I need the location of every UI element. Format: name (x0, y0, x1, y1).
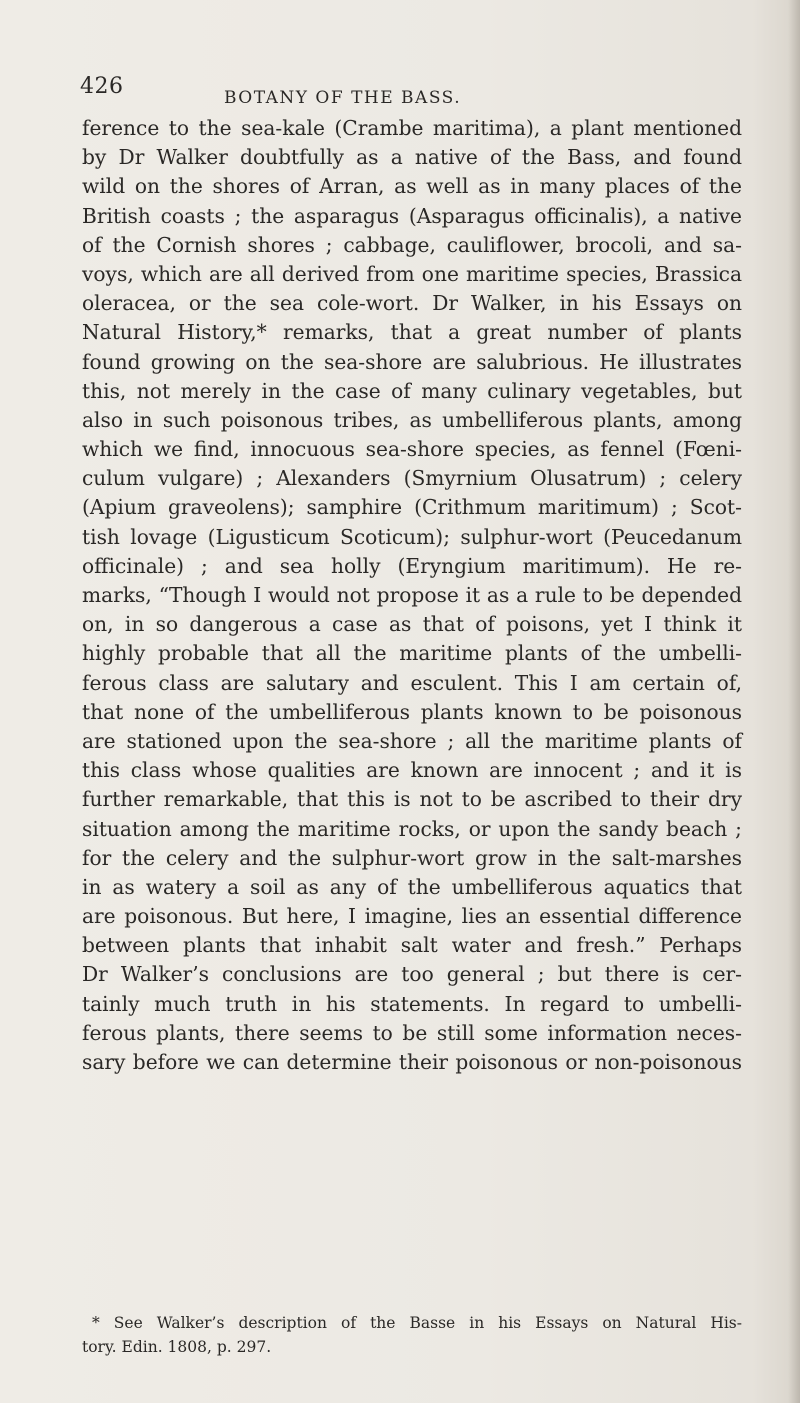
text-line: of the Cornish shores ; cabbage, cauliflower, brocoli, and sa- (82, 232, 742, 257)
text-line: (Apium graveolens); samphire (Crithmum maritimum) ; Scot- (82, 495, 742, 520)
text-line: officinale) ; and sea holly (Eryngium maritimum). He re- (82, 553, 742, 578)
text-line: in as watery a soil as any of the umbelliferous aquatics that (82, 874, 742, 899)
text-line: ferous plants, there seems to be still some information neces- (82, 1020, 742, 1045)
text-line: further remarkable, that this is not to be ascribed to their dry (82, 787, 742, 812)
text-line: voys, which are all derived from one maritime species, Brassica (82, 261, 742, 286)
text-line: that none of the umbelliferous plants known to be poisonous (82, 699, 742, 724)
body-text (82, 114, 742, 1077)
text-line: this class whose qualities are known are innocent ; and it is (82, 758, 742, 783)
text-line: this, not merely in the case of many culinary vegetables, but (82, 378, 742, 403)
text-line: tainly much truth in his statements. In regard to umbelli- (82, 991, 742, 1016)
text-line: Natural History,* remarks, that a great number of plants (82, 320, 742, 345)
text-line: on, in so dangerous a case as that of poisons, yet I think it (82, 612, 742, 637)
text-line: oleracea, or the sea cole-wort. Dr Walker, in his Essays on (82, 291, 742, 316)
text-line: sary before we can determine their poisonous or non-poisonous (82, 1050, 742, 1074)
text-line: are stationed upon the sea-shore ; all the maritime plants of (82, 728, 742, 753)
text-line: by Dr Walker doubtfully as a native of the Bass, and found (82, 145, 742, 170)
text-line: wild on the shores of Arran, as well as in many places of the (82, 174, 742, 199)
text-line: for the celery and the sulphur-wort grow in the salt-marshes (82, 845, 742, 870)
text-line: which we find, innocuous sea-shore species, as fennel (Fœni- (82, 437, 742, 462)
text-line: marks, “Though I would not propose it as a rule to be depended (82, 583, 742, 607)
page-edge-shadow (788, 0, 800, 1403)
text-line: situation among the maritime rocks, or upon the sandy beach ; (82, 816, 742, 841)
text-line: found growing on the sea-shore are salubrious. He illustrates (82, 349, 742, 374)
footnote (82, 1311, 742, 1359)
text-line: ference to the sea-kale (Crambe maritima), a plant mentioned (82, 116, 742, 140)
running-title: BOTANY OF THE BASS. (224, 88, 462, 108)
text-line: between plants that inhabit salt water and fresh.” Perhaps (82, 933, 742, 958)
text-line: highly probable that all the maritime plants of the umbelli- (82, 641, 742, 666)
text-line: British coasts ; the asparagus (Asparagus officinalis), a native (82, 203, 742, 228)
page-header (80, 70, 780, 110)
text-line: tish lovage (Ligusticum Scoticum); sulphur-wort (Peucedanum (82, 524, 742, 549)
footnote-line: tory. Edin. 1808, p. 297. (82, 1338, 272, 1356)
page-number: 426 (80, 74, 124, 99)
text-line: culum vulgare) ; Alexanders (Smyrnium Olusatrum) ; celery (82, 466, 742, 491)
footnote-line: * See Walker’s description of the Basse in his Essays on Natural His- (92, 1314, 742, 1332)
text-line: ferous class are salutary and esculent. This I am certain of, (82, 670, 742, 695)
text-line: are poisonous. But here, I imagine, lies an essential difference (82, 904, 742, 929)
text-line: also in such poisonous tribes, as umbelliferous plants, among (82, 407, 742, 432)
text-line: Dr Walker’s conclusions are too general ; but there is cer- (82, 962, 742, 987)
